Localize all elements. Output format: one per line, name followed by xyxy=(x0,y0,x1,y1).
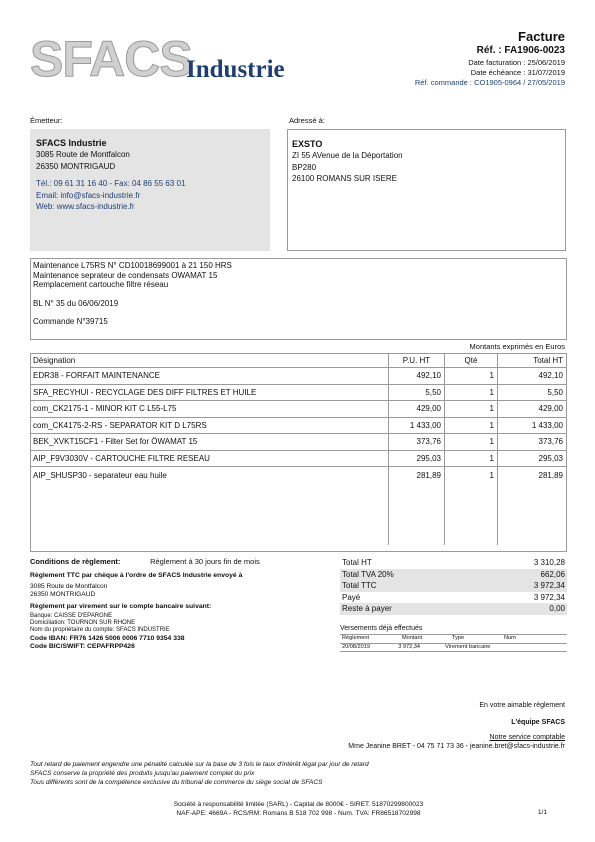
total-label: Payé xyxy=(342,592,361,602)
emitter-web: Web: www.sfacs-industrie.fr xyxy=(36,202,135,211)
recipient-address1: ZI 55 AVenue de la Déportation xyxy=(292,151,403,160)
table-row xyxy=(31,467,566,484)
description-line: Remplacement cartouche filtre réseau xyxy=(33,280,169,290)
signature-team: L'équipe SFACS xyxy=(511,719,565,726)
table-row xyxy=(31,385,566,402)
header-designation: Désignation xyxy=(33,356,76,365)
recipient-name: EXSTO xyxy=(292,139,323,149)
closing-greeting: En votre aimable règlement xyxy=(479,702,565,709)
total-label: Total HT xyxy=(342,558,372,568)
row-unit-price: 281,89 xyxy=(388,467,444,484)
total-label: Reste à payer xyxy=(342,604,392,614)
footer-line: NAF-APE: 4669A - RCS/RM: Romans B 518 702 998 - Num. TVA: FR86518702998 xyxy=(176,810,421,817)
row-total: 429,00 xyxy=(497,401,566,417)
bank-domiciliation: Domiciliation: TOURNON SUR RHONE xyxy=(30,620,136,627)
payments-header xyxy=(340,634,567,644)
accounting-contact: Mme Jeanine BRET - 04 75 71 73 36 - jeanine.bret@sfacs-industrie.fr xyxy=(348,743,565,750)
due-date: Date échéance : 31/07/2019 xyxy=(470,67,565,77)
payment-date: 20/08/2019 xyxy=(342,643,370,650)
currency-note: Montants exprimés en Euros xyxy=(469,342,565,351)
payments-made xyxy=(340,624,567,652)
invoice-reference: Réf. : FA1906-0023 xyxy=(476,45,565,56)
row-qty: 1 xyxy=(444,434,497,450)
company-logo xyxy=(30,31,320,90)
description-line: Maintenance L75RS N° CD10018699001 à 21 150 HRS xyxy=(33,261,232,270)
table-row xyxy=(31,451,566,468)
table-row xyxy=(31,418,566,435)
header-total: Total HT xyxy=(497,354,566,367)
recipient-box xyxy=(287,129,566,251)
total-label: Total TVA 20% xyxy=(342,569,394,579)
row-qty: 1 xyxy=(444,467,497,484)
row-total: 295,03 xyxy=(497,451,566,467)
payments-header-type: Type xyxy=(452,635,465,641)
row-designation: AIP_F9V3030V - CARTOUCHE FILTRE RESEAU xyxy=(33,453,210,463)
row-total: 492,10 xyxy=(497,368,566,384)
payments-header-date: Règlement xyxy=(342,635,370,641)
total-value: 662,06 xyxy=(540,569,565,579)
recipient-label: Adressé à: xyxy=(289,116,325,125)
cheque-address2: 26350 MONTRIGAUD xyxy=(30,591,96,598)
table-row xyxy=(31,368,566,385)
emitter-address1: 3085 Route de Montfalcon xyxy=(36,150,130,159)
total-value: 0,00 xyxy=(549,604,565,614)
invoice-header xyxy=(415,29,565,88)
row-unit-price: 1 433,00 xyxy=(388,418,444,434)
row-qty: 1 xyxy=(444,401,497,417)
row-unit-price: 429,00 xyxy=(388,401,444,417)
conditions-value: Règlement à 30 jours fin de mois xyxy=(150,557,260,566)
description-line: Maintenance seprateur de condensats OWAMAT 15 xyxy=(33,270,218,280)
page-footer xyxy=(30,800,567,818)
accounting-service: Notre service comptable xyxy=(489,734,565,741)
order-number: Commande N°39715 xyxy=(33,317,108,327)
payments-header-num: Num xyxy=(504,635,516,641)
header-unit-price: P.U. HT xyxy=(388,354,444,367)
emitter-address2: 26350 MONTRIGAUD xyxy=(36,161,116,171)
legal-mentions xyxy=(30,761,570,787)
transfer-title: Règlement par virement sur le compte bancaire suivant: xyxy=(30,603,212,610)
emitter-name: SFACS Industrie xyxy=(36,138,107,148)
logo-suffix: Industrie xyxy=(186,56,285,83)
totals-box xyxy=(340,557,567,615)
payment-num xyxy=(511,644,567,652)
cheque-title: Règlement TTC par chèque à l'ordre de SFACS Industrie envoyé à xyxy=(30,572,243,579)
account-owner: Nom du propriétaire du compte: SFACS INDUSTRIE xyxy=(30,627,170,634)
total-ttc-row xyxy=(340,580,567,592)
row-unit-price: 492,10 xyxy=(388,368,444,384)
payment-amount: 3 972,34 xyxy=(398,643,421,650)
table-row xyxy=(31,401,566,418)
total-ht-row xyxy=(340,557,567,569)
total-value: 3 972,34 xyxy=(533,581,565,591)
paid-row xyxy=(340,592,567,604)
bank-name: Banque: CAISSE D'EPARGNE xyxy=(30,613,113,619)
total-value: 3 972,34 xyxy=(533,592,565,602)
invoice-date: Date facturation : 25/06/2019 xyxy=(468,58,565,67)
legal-line: SFACS conserve la propriété des produits jusqu'au paiement complet du prix xyxy=(30,769,255,777)
signature-block xyxy=(348,701,565,751)
payment-type: Virement bancaire xyxy=(445,643,491,650)
emitter-email: Email: info@sfacs-industrie.fr xyxy=(36,190,141,200)
bic: Code BIC/SWIFT: CEPAFRPP426 xyxy=(30,642,135,650)
header-qty: Qté xyxy=(444,354,497,367)
page-number: 1/1 xyxy=(537,809,547,816)
row-total: 5,50 xyxy=(497,385,566,401)
row-unit-price: 295,03 xyxy=(388,451,444,467)
table-header xyxy=(31,354,566,368)
table-row xyxy=(31,434,566,451)
legal-line: Tous différents sont de la compétence exclusive du tribunal de commerce du siège social de SFACS xyxy=(30,778,323,786)
legal-line: Tout retard de paiement engendre une pénalité calculée sur la base de 3 fois le taux d'intérêt légal par jour de retard xyxy=(30,761,369,768)
cheque-address1: 3085 Route de Montfalcon xyxy=(30,583,108,590)
row-designation: EDR38 - FORFAIT MAINTENANCE xyxy=(33,371,160,381)
payments-title: Versements déjà effectués xyxy=(340,625,423,632)
row-designation: AIP_SHUSP30 - separateur eau huile xyxy=(33,470,167,480)
invoice-description xyxy=(30,258,567,340)
emitter-box xyxy=(30,129,270,251)
footer-line: Société à responsabilité limitée (SARL) - Capital de 8000€ - SIRET: 51870299800023 xyxy=(173,801,424,808)
delivery-note: BL N° 35 du 06/06/2019 xyxy=(33,298,119,308)
total-value: 3 310,28 xyxy=(533,558,565,568)
row-designation: BEK_XVKT15CF1 - Filter Set for ÖWAMAT 15 xyxy=(33,437,198,447)
row-qty: 1 xyxy=(444,418,497,434)
doc-type: Facture xyxy=(518,29,565,44)
row-total: 1 433,00 xyxy=(497,418,566,434)
payment-row xyxy=(340,644,567,653)
table-empty-space xyxy=(31,484,566,545)
items-table xyxy=(30,353,567,552)
conditions-label: Conditions de règlement: xyxy=(30,557,121,566)
row-designation: com_CK4175-2-RS - SEPARATOR KIT D L75RS xyxy=(33,420,207,430)
row-designation: com_CK2175-1 - MINOR KIT C L55-L75 xyxy=(33,404,177,414)
logo-brand: SFACS xyxy=(30,31,192,87)
total-label: Total TTC xyxy=(342,581,377,591)
recipient-address3: 26100 ROMANS SUR ISERE xyxy=(292,174,397,183)
row-total: 373,76 xyxy=(497,434,566,450)
remaining-row xyxy=(340,603,567,615)
total-tva-row xyxy=(340,569,567,581)
row-qty: 1 xyxy=(444,385,497,401)
row-total: 281,89 xyxy=(497,467,566,484)
iban: Code IBAN: FR76 1426 5006 0006 7710 9354 338 xyxy=(30,634,185,642)
recipient-address2: BP280 xyxy=(292,162,317,172)
emitter-label: Émetteur: xyxy=(30,116,63,125)
row-qty: 1 xyxy=(444,451,497,467)
row-unit-price: 5,50 xyxy=(388,385,444,401)
emitter-phone: Tél.: 09 61 31 16 40 - Fax: 04 86 55 63 01 xyxy=(36,179,186,188)
row-qty: 1 xyxy=(444,368,497,384)
row-designation: SFA_RECYHUI - RECYCLAGE DES DIFF FILTRES ET HUILE xyxy=(33,387,257,397)
row-unit-price: 373,76 xyxy=(388,434,444,450)
payments-header-amount: Montant xyxy=(402,635,423,641)
order-reference: Réf. commande : CO1905-0964 / 27/05/2019 xyxy=(414,78,565,87)
payment-conditions xyxy=(30,557,330,651)
